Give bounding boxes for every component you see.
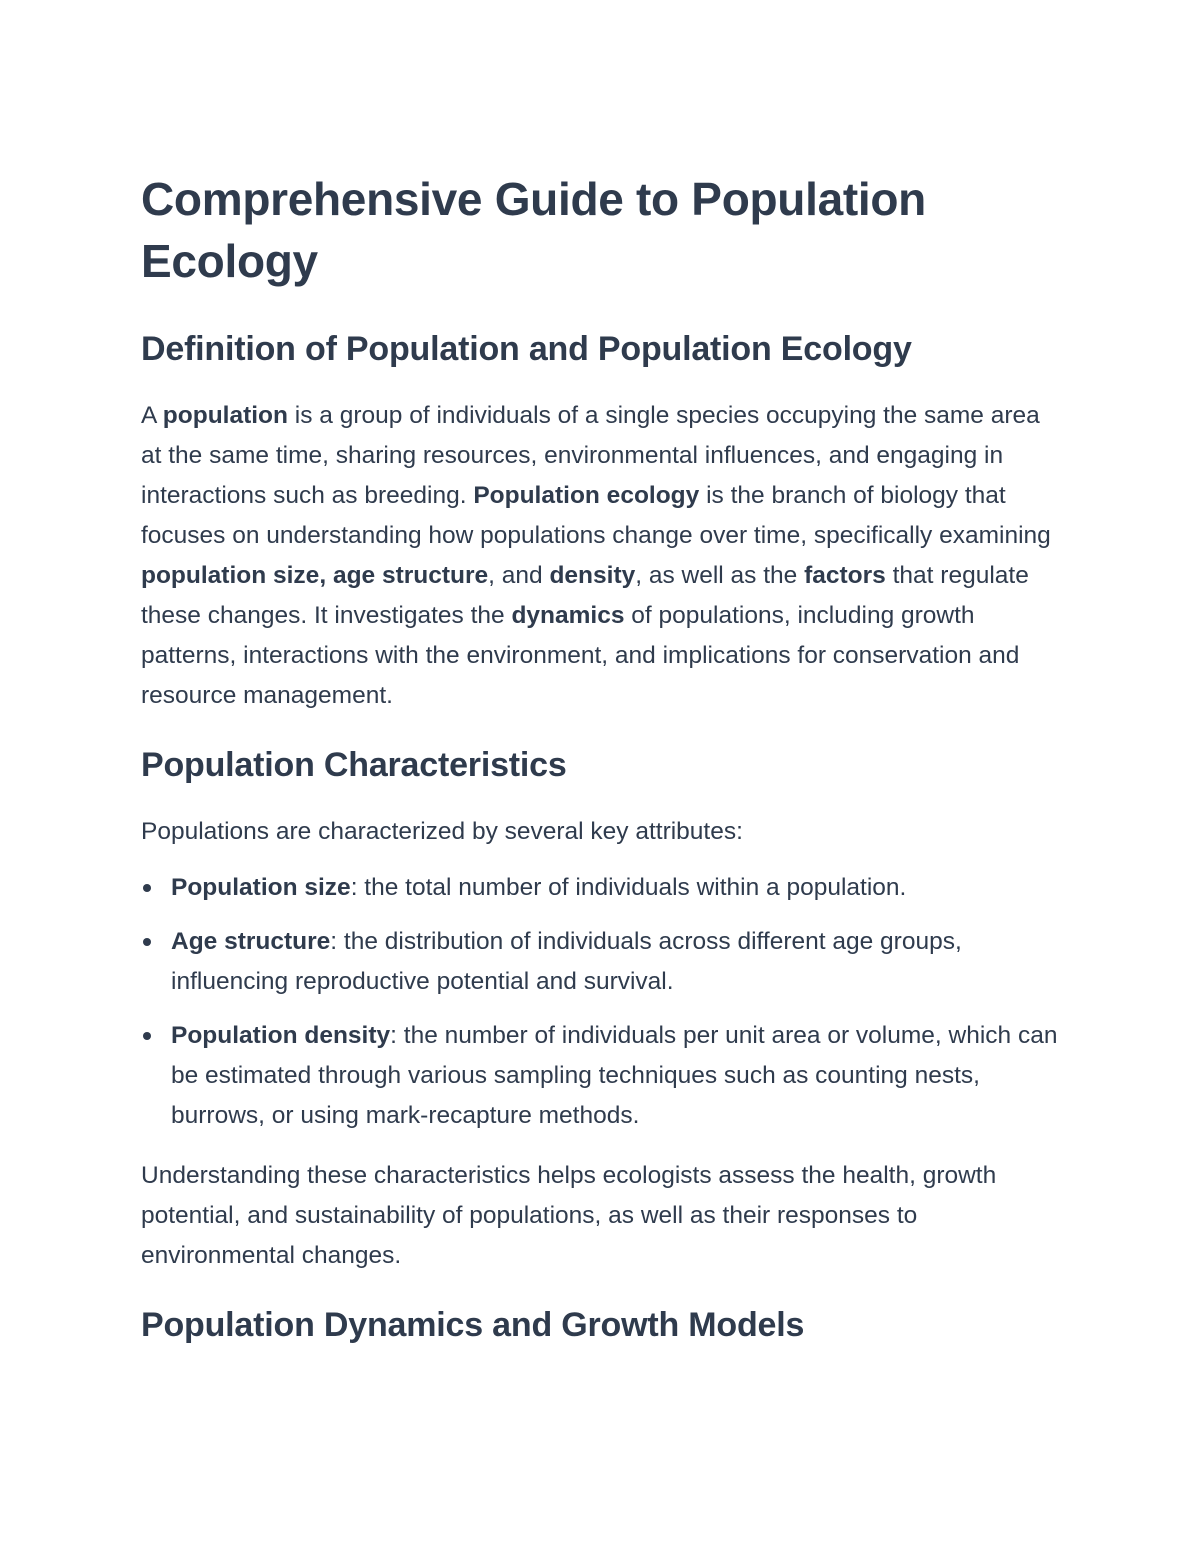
bullet-icon — [143, 1032, 151, 1040]
characteristics-summary: Understanding these characteristics helps ecologists assess the health, growth potential, and sustainability of populations, as well as their responses to environmental changes. — [141, 1162, 997, 1269]
list-item: Population size: the total number of individuals within a population. — [141, 868, 1061, 908]
term-dynamics: dynamics — [511, 602, 625, 629]
characteristics-intro: Populations are characterized by several key attributes: — [141, 818, 743, 845]
section-heading-characteristics: Population Characteristics — [141, 746, 567, 784]
term-age-structure: age structure — [332, 562, 489, 589]
definition-paragraph: A population is a group of individuals of a single species occupying the same area at the same time, sharing resources, environmental influences, and engaging in interactions such as breeding. Population ecology is the branch of biology that focuses on understanding how populations change over time, specifically examining population size, age structure, and density, as well as the factors that regulate these changes. It investigates the dynamics of populations, including growth patterns, interactions with the environment, and implications for conservation and resource management. — [141, 402, 1051, 709]
section-heading-definition: Definition of Population and Population Ecology — [141, 330, 912, 368]
document-page — [141, 168, 1061, 1372]
document-title: Comprehensive Guide to Population Ecology — [141, 173, 926, 287]
term-population-ecology: Population ecology — [473, 482, 700, 509]
bullet-icon — [143, 938, 151, 946]
term-population: population — [162, 402, 288, 429]
characteristics-list — [141, 868, 1061, 1136]
term-factors: factors — [804, 562, 886, 589]
list-item: Age structure: the distribution of individuals across different age groups, influencing reproductive potential and survival. — [141, 922, 1061, 1002]
term-density: density — [549, 562, 636, 589]
bullet-icon — [143, 884, 151, 892]
term-population-size: population size — [141, 562, 320, 589]
list-item: Population density: the number of individuals per unit area or volume, which can be estimated through various sampling techniques such as counting nests, burrows, or using mark-recapture methods. — [141, 1016, 1061, 1136]
section-heading-dynamics: Population Dynamics and Growth Models — [141, 1306, 805, 1344]
